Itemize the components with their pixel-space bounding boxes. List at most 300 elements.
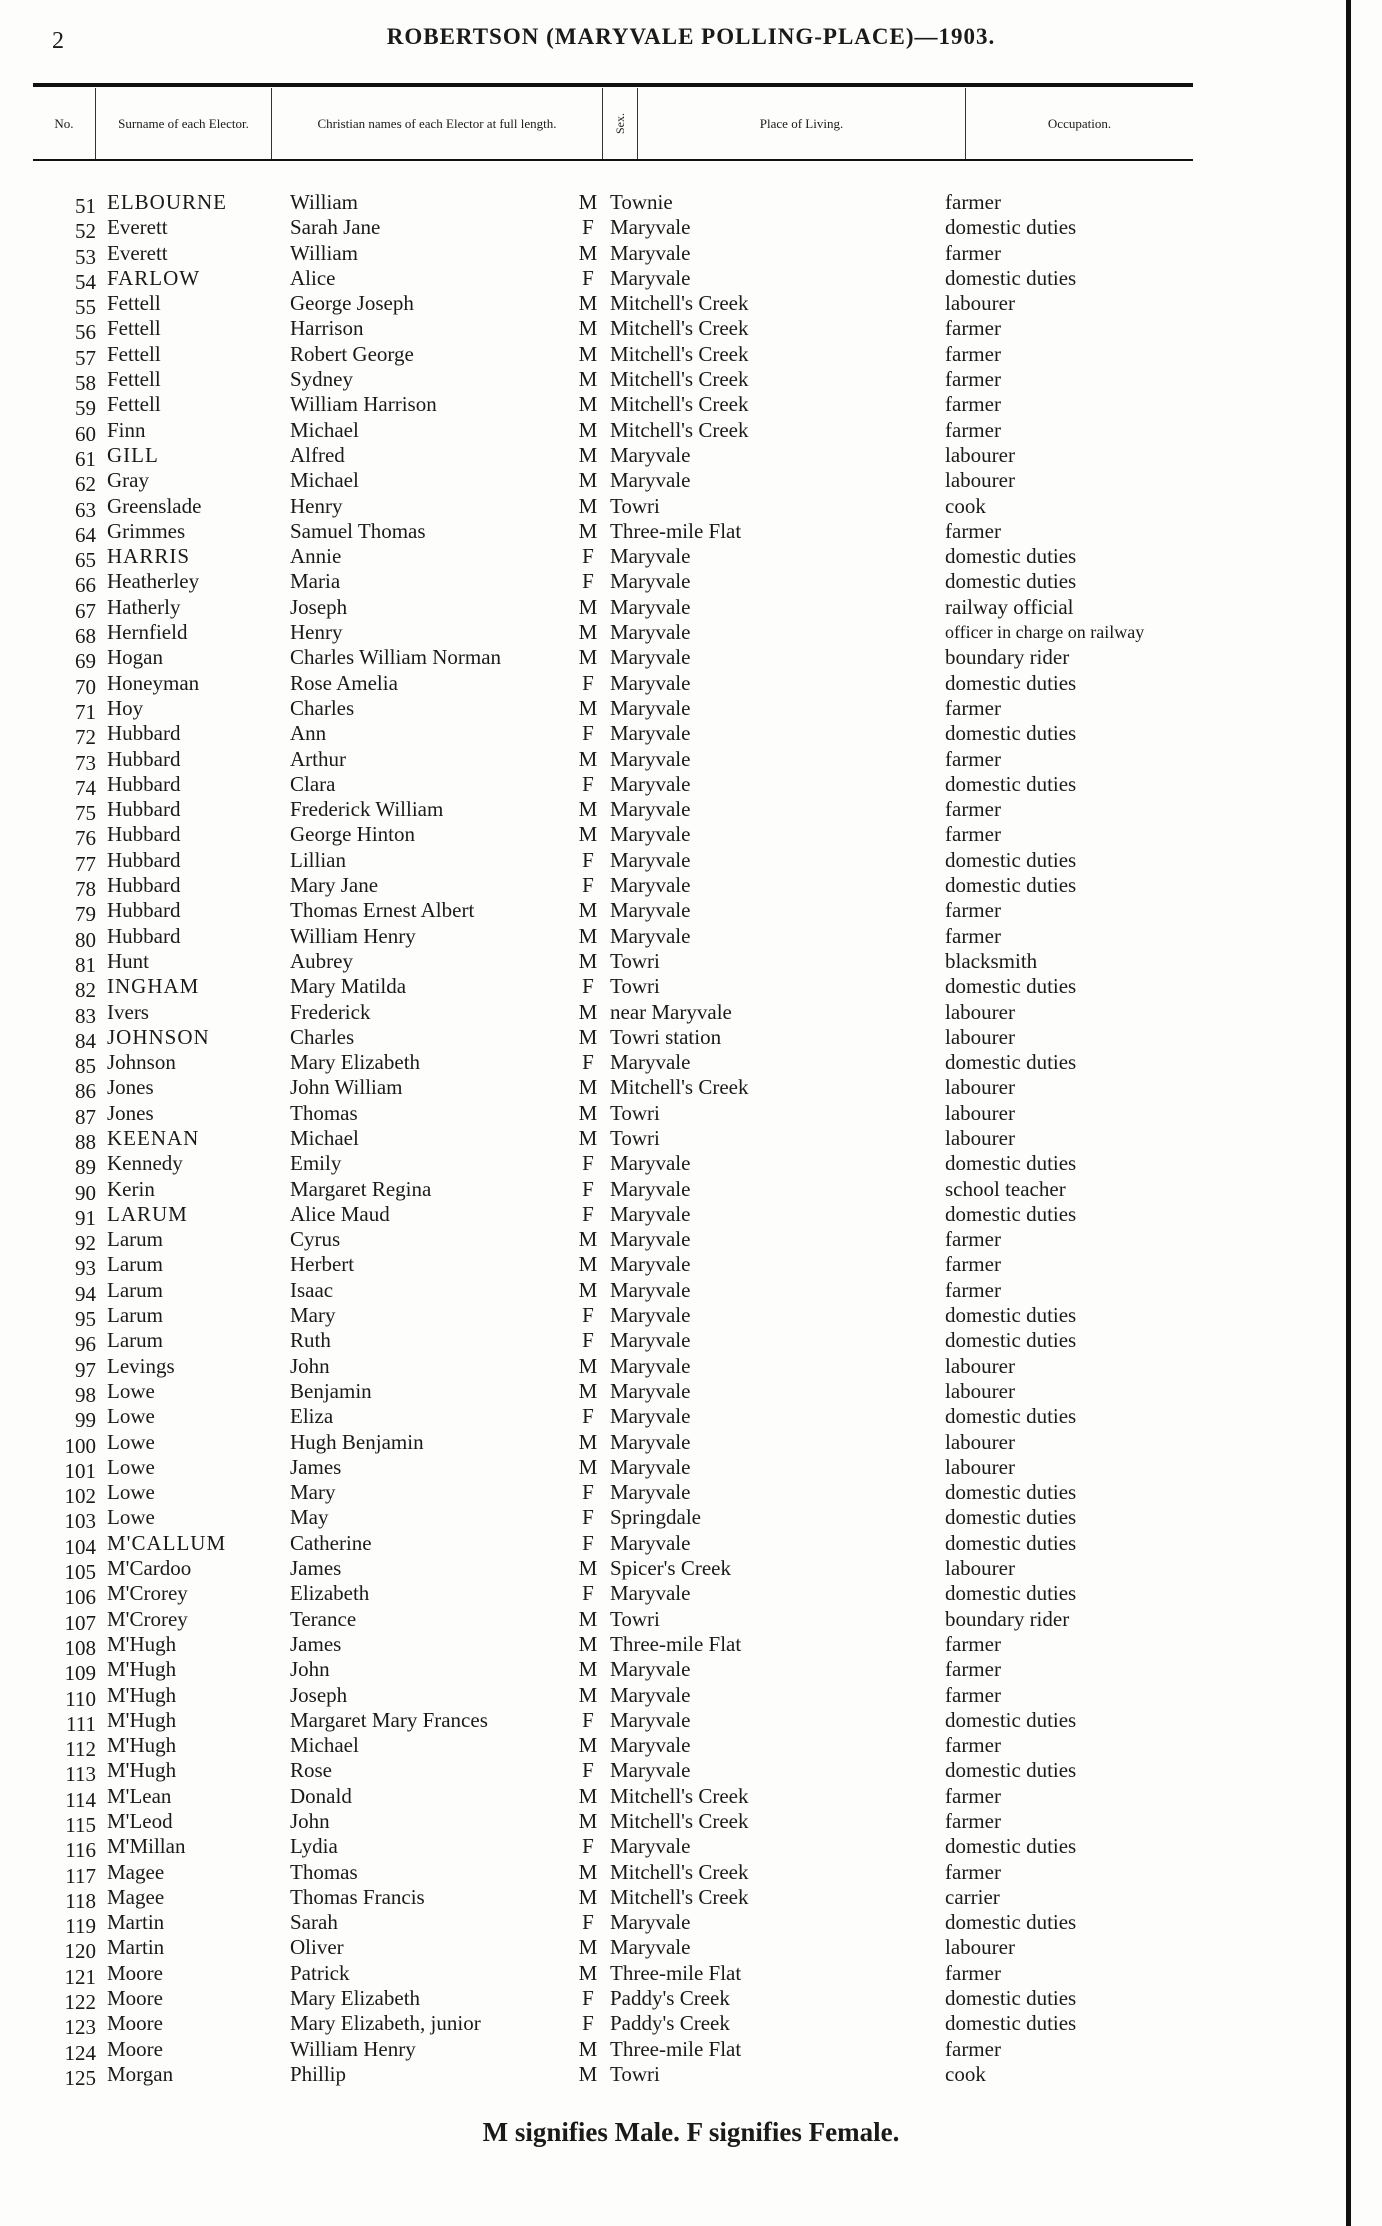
row-occupation: domestic duties	[945, 544, 1077, 569]
row-place: Maryvale	[610, 544, 691, 569]
row-number: 62	[75, 472, 96, 497]
table-row	[0, 645, 1346, 674]
row-number: 112	[65, 1737, 96, 1762]
row-place: Spicer's Creek	[610, 1556, 731, 1581]
row-surname: Everett	[107, 240, 168, 265]
elector-list	[0, 190, 1346, 2090]
row-place: Towri	[610, 1606, 660, 1631]
table-row	[0, 1024, 1346, 1053]
row-christian-names: Eliza	[290, 1404, 334, 1429]
row-christian-names: Phillip	[290, 2061, 347, 2086]
row-number: 82	[75, 978, 96, 1003]
table-row	[0, 1556, 1346, 1585]
row-christian-names: Charles	[290, 695, 355, 720]
row-sex: M	[578, 695, 598, 720]
row-occupation: domestic duties	[945, 1758, 1077, 1783]
row-surname: Fettell	[107, 367, 161, 392]
row-christian-names: Michael	[290, 468, 359, 493]
row-place: Towri	[610, 1125, 660, 1150]
row-surname: Moore	[107, 2036, 163, 2061]
row-sex: F	[582, 1303, 594, 1328]
row-christian-names: Mary	[290, 1480, 336, 1505]
row-place: Maryvale	[610, 1429, 691, 1454]
row-christian-names: Annie	[290, 544, 342, 569]
row-christian-names: Ruth	[290, 1328, 331, 1353]
row-number: 100	[64, 1433, 96, 1458]
row-christian-names: James	[290, 1631, 342, 1656]
row-place: Maryvale	[610, 265, 691, 290]
row-number: 64	[75, 522, 96, 547]
row-christian-names: Michael	[290, 1125, 359, 1150]
table-row	[0, 1783, 1346, 1812]
table-row	[0, 1707, 1346, 1736]
row-number: 67	[75, 598, 96, 623]
row-sex: M	[578, 1960, 598, 1985]
page-title: ROBERTSON (MARYVALE POLLING-PLACE)—1903.	[386, 24, 996, 49]
table-row	[0, 392, 1346, 421]
row-surname: Hubbard	[107, 822, 181, 847]
row-number: 56	[75, 320, 96, 345]
row-sex: M	[578, 518, 598, 543]
row-number: 73	[75, 750, 96, 775]
row-christian-names: James	[290, 1454, 342, 1479]
row-christian-names: Thomas	[290, 1100, 358, 1125]
table-row	[0, 1809, 1346, 1837]
row-occupation: railway official	[945, 594, 1074, 619]
row-sex: M	[578, 1783, 598, 1808]
row-surname: Jones	[107, 1100, 154, 1125]
row-surname: Ivers	[107, 999, 149, 1024]
row-sex: F	[582, 847, 594, 872]
row-place: Maryvale	[610, 1252, 691, 1277]
row-sex: M	[578, 1859, 598, 1884]
row-christian-names: Thomas Francis	[290, 1884, 425, 1909]
row-christian-names: John	[290, 1353, 330, 1378]
table-row	[0, 1125, 1346, 1154]
row-number: 88	[75, 1129, 96, 1154]
row-surname: Magee	[107, 1884, 165, 1909]
row-sex: M	[578, 645, 598, 670]
row-number: 92	[75, 1231, 96, 1256]
row-surname: GILL	[107, 442, 159, 467]
row-surname: Lowe	[107, 1505, 155, 1530]
page-number: 2	[52, 28, 64, 54]
row-christian-names: Samuel Thomas	[290, 518, 426, 543]
row-christian-names: Mary Matilda	[290, 974, 407, 999]
table-row	[0, 822, 1346, 851]
row-place: Mitchell's Creek	[610, 341, 749, 366]
row-surname: Hogan	[107, 645, 163, 670]
row-number: 109	[64, 1661, 96, 1686]
row-number: 123	[64, 2015, 96, 2040]
row-number: 53	[75, 244, 96, 269]
row-sex: F	[582, 1328, 594, 1353]
row-surname: M'Hugh	[107, 1631, 177, 1656]
row-number: 70	[75, 674, 96, 699]
row-occupation: domestic duties	[945, 974, 1077, 999]
row-place: Maryvale	[610, 898, 691, 923]
row-occupation: domestic duties	[945, 873, 1077, 898]
row-occupation: domestic duties	[945, 1581, 1077, 1606]
row-occupation: farmer	[945, 240, 1001, 265]
row-surname: Hubbard	[107, 771, 181, 796]
row-christian-names: Henry	[290, 620, 343, 645]
row-christian-names: Michael	[290, 1733, 359, 1758]
row-place: Mitchell's Creek	[610, 367, 749, 392]
row-number: 110	[65, 1686, 96, 1711]
row-number: 61	[75, 446, 96, 471]
table-row	[0, 847, 1346, 876]
row-christian-names: Margaret Mary Frances	[290, 1707, 488, 1732]
table-row	[0, 1100, 1346, 1129]
row-place: Maryvale	[610, 721, 691, 746]
table-row	[0, 695, 1346, 724]
row-christian-names: William	[290, 190, 358, 214]
row-place: Maryvale	[610, 873, 691, 898]
row-surname: M'Leod	[107, 1809, 173, 1833]
row-surname: Larum	[107, 1277, 163, 1302]
row-surname: Finn	[107, 417, 146, 442]
row-sex: M	[578, 1733, 598, 1758]
row-place: Maryvale	[610, 771, 691, 796]
row-number: 99	[75, 1408, 96, 1433]
row-surname: Hubbard	[107, 746, 181, 771]
row-number: 80	[75, 927, 96, 952]
row-number: 77	[75, 851, 96, 876]
row-occupation: domestic duties	[945, 1480, 1077, 1505]
row-occupation: domestic duties	[945, 1505, 1077, 1530]
row-sex: F	[582, 1176, 594, 1201]
table-row	[0, 1682, 1346, 1711]
row-place: Three-mile Flat	[610, 1631, 742, 1656]
row-christian-names: Hugh Benjamin	[290, 1429, 424, 1454]
row-place: Maryvale	[610, 645, 691, 670]
row-christian-names: Alice Maud	[290, 1201, 390, 1226]
row-sex: F	[582, 1480, 594, 1505]
row-occupation: domestic duties	[945, 1050, 1077, 1075]
row-occupation: domestic duties	[945, 1328, 1077, 1353]
table-top-rule	[33, 83, 1193, 87]
row-occupation: farmer	[945, 1783, 1001, 1808]
row-number: 101	[64, 1458, 96, 1483]
row-place: Maryvale	[610, 1834, 691, 1859]
header-surname: Surname of each Elector.	[95, 88, 271, 159]
row-occupation: carrier	[945, 1884, 1000, 1909]
row-number: 51	[75, 194, 96, 218]
row-christian-names: Thomas	[290, 1859, 358, 1884]
row-surname: Hubbard	[107, 898, 181, 923]
row-number: 72	[75, 725, 96, 750]
row-number: 114	[65, 1787, 96, 1812]
row-sex: M	[578, 1252, 598, 1277]
table-row	[0, 1657, 1346, 1686]
row-number: 55	[75, 295, 96, 320]
row-christian-names: Frederick	[290, 999, 371, 1024]
table-row	[0, 1631, 1346, 1660]
table-row	[0, 974, 1346, 1003]
row-place: Mitchell's Creek	[610, 1884, 749, 1909]
row-sex: F	[582, 1151, 594, 1176]
row-christian-names: Joseph	[290, 1682, 348, 1707]
row-number: 117	[65, 1863, 96, 1888]
table-row	[0, 1328, 1346, 1357]
table-row	[0, 1050, 1346, 1079]
row-occupation: domestic duties	[945, 1986, 1077, 2011]
row-christian-names: George Joseph	[290, 291, 414, 316]
row-number: 79	[75, 902, 96, 927]
row-christian-names: Mary Jane	[290, 873, 379, 898]
row-place: Maryvale	[610, 1151, 691, 1176]
row-place: Maryvale	[610, 1581, 691, 1606]
row-number: 113	[65, 1762, 96, 1787]
row-occupation: domestic duties	[945, 1303, 1077, 1328]
row-sex: F	[582, 873, 594, 898]
row-surname: Johnson	[107, 1050, 176, 1075]
table-row	[0, 569, 1346, 598]
row-place: Maryvale	[610, 1733, 691, 1758]
row-surname: Hernfield	[107, 620, 188, 645]
row-surname: ELBOURNE	[107, 190, 227, 214]
row-number: 83	[75, 1003, 96, 1028]
row-christian-names: Alice	[290, 265, 336, 290]
row-sex: M	[578, 392, 598, 417]
row-christian-names: Catherine	[290, 1530, 372, 1555]
row-number: 60	[75, 421, 96, 446]
row-number: 86	[75, 1079, 96, 1104]
row-place: Maryvale	[610, 1682, 691, 1707]
row-number: 121	[64, 1964, 96, 1989]
row-christian-names: John William	[290, 1075, 403, 1100]
row-surname: M'Hugh	[107, 1657, 177, 1682]
row-surname: M'Hugh	[107, 1707, 177, 1732]
row-christian-names: Robert George	[290, 341, 414, 366]
row-sex: M	[578, 1631, 598, 1656]
row-surname: Honeyman	[107, 670, 200, 695]
row-occupation: farmer	[945, 392, 1001, 417]
row-sex: F	[582, 1505, 594, 1530]
row-place: Maryvale	[610, 1404, 691, 1429]
row-place: Mitchell's Creek	[610, 1783, 749, 1808]
table-row	[0, 291, 1346, 320]
row-christian-names: William	[290, 240, 358, 265]
table-row	[0, 1227, 1346, 1256]
row-number: 71	[75, 699, 96, 724]
row-sex: M	[578, 1429, 598, 1454]
row-place: Three-mile Flat	[610, 1960, 742, 1985]
table-row	[0, 316, 1346, 345]
row-surname: Hubbard	[107, 847, 181, 872]
table-row	[0, 2011, 1346, 2040]
table-row	[0, 1733, 1346, 1762]
row-sex: F	[582, 569, 594, 594]
row-surname: Heatherley	[107, 569, 200, 594]
table-row	[0, 721, 1346, 750]
row-number: 95	[75, 1307, 96, 1332]
row-christian-names: Mary Elizabeth	[290, 1986, 421, 2011]
row-occupation: boundary rider	[945, 645, 1070, 670]
table-row	[0, 1454, 1346, 1483]
row-sex: M	[578, 468, 598, 493]
row-place: Maryvale	[610, 1201, 691, 1226]
row-sex: M	[578, 822, 598, 847]
row-sex: F	[582, 721, 594, 746]
row-place: Maryvale	[610, 1657, 691, 1682]
row-sex: M	[578, 923, 598, 948]
table-row	[0, 1910, 1346, 1939]
row-surname: Gray	[107, 468, 149, 493]
table-header	[33, 88, 1193, 159]
row-sex: M	[578, 1100, 598, 1125]
table-row	[0, 341, 1346, 370]
row-number: 93	[75, 1256, 96, 1281]
row-surname: Morgan	[107, 2061, 174, 2086]
row-place: Maryvale	[610, 1910, 691, 1935]
row-occupation: farmer	[945, 746, 1001, 771]
row-occupation: farmer	[945, 190, 1001, 214]
row-number: 75	[75, 801, 96, 826]
row-sex: M	[578, 291, 598, 316]
row-sex: M	[578, 1884, 598, 1909]
row-occupation: farmer	[945, 1682, 1001, 1707]
row-number: 97	[75, 1357, 96, 1382]
row-number: 119	[65, 1914, 96, 1939]
row-occupation: domestic duties	[945, 1151, 1077, 1176]
row-surname: Kennedy	[107, 1151, 183, 1176]
row-place: Maryvale	[610, 797, 691, 822]
row-surname: Hatherly	[107, 594, 181, 619]
row-sex: M	[578, 1606, 598, 1631]
row-place: Mitchell's Creek	[610, 417, 749, 442]
row-sex: M	[578, 1125, 598, 1150]
row-occupation: farmer	[945, 1657, 1001, 1682]
row-christian-names: Alfred	[290, 442, 345, 467]
row-place: Maryvale	[610, 620, 691, 645]
row-occupation: blacksmith	[945, 948, 1038, 973]
row-christian-names: Michael	[290, 417, 359, 442]
row-christian-names: Rose	[290, 1758, 332, 1783]
row-occupation: labourer	[945, 1100, 1015, 1125]
row-christian-names: Mary	[290, 1303, 336, 1328]
row-occupation: domestic duties	[945, 569, 1077, 594]
table-row	[0, 215, 1346, 244]
row-christian-names: Cyrus	[290, 1227, 341, 1252]
row-occupation: farmer	[945, 417, 1001, 442]
row-christian-names: Patrick	[290, 1960, 350, 1985]
header-sex	[602, 88, 637, 159]
table-row	[0, 1606, 1346, 1635]
row-sex: M	[578, 898, 598, 923]
row-number: 52	[75, 219, 96, 244]
row-christian-names: Lydia	[290, 1834, 338, 1859]
table-row	[0, 797, 1346, 826]
row-occupation: farmer	[945, 1859, 1001, 1884]
row-place: Springdale	[610, 1505, 701, 1530]
row-surname: Kerin	[107, 1176, 155, 1201]
row-sex: F	[582, 1530, 594, 1555]
table-row	[0, 898, 1346, 927]
row-surname: Larum	[107, 1252, 163, 1277]
row-occupation: farmer	[945, 518, 1001, 543]
row-surname: M'Cardoo	[107, 1556, 192, 1581]
row-number: 68	[75, 624, 96, 649]
row-number: 116	[65, 1838, 96, 1863]
row-christian-names: Margaret Regina	[290, 1176, 432, 1201]
row-occupation: domestic duties	[945, 670, 1077, 695]
row-surname: JOHNSON	[107, 1024, 210, 1049]
row-surname: M'Hugh	[107, 1758, 177, 1783]
row-sex: F	[582, 544, 594, 569]
row-christian-names: Charles	[290, 1024, 355, 1049]
table-row	[0, 265, 1346, 294]
row-number: 78	[75, 877, 96, 902]
table-row	[0, 367, 1346, 396]
table-row	[0, 1530, 1346, 1559]
table-row	[0, 1480, 1346, 1509]
row-place: Maryvale	[610, 594, 691, 619]
row-surname: Fettell	[107, 341, 161, 366]
table-row	[0, 1303, 1346, 1332]
row-sex: M	[578, 1935, 598, 1960]
row-surname: M'Hugh	[107, 1682, 177, 1707]
row-sex: M	[578, 1454, 598, 1479]
row-number: 122	[64, 1990, 96, 2015]
row-christian-names: Thomas Ernest Albert	[290, 898, 475, 923]
row-occupation: domestic duties	[945, 1834, 1077, 1859]
row-surname: INGHAM	[107, 974, 200, 999]
row-sex: F	[582, 215, 594, 240]
row-place: Maryvale	[610, 1454, 691, 1479]
table-row	[0, 620, 1346, 649]
row-occupation: labourer	[945, 442, 1015, 467]
table-row	[0, 1884, 1346, 1913]
row-place: Maryvale	[610, 1378, 691, 1403]
row-occupation: farmer	[945, 1960, 1001, 1985]
row-sex: F	[582, 974, 594, 999]
table-row	[0, 1834, 1346, 1863]
row-place: Maryvale	[610, 215, 691, 240]
row-christian-names: William Harrison	[290, 392, 437, 417]
row-sex: F	[582, 1910, 594, 1935]
table-row	[0, 1986, 1346, 2015]
row-occupation: labourer	[945, 1353, 1015, 1378]
row-place: Maryvale	[610, 1328, 691, 1353]
table-row	[0, 1404, 1346, 1433]
row-number: 65	[75, 548, 96, 573]
table-row	[0, 1252, 1346, 1281]
row-occupation: domestic duties	[945, 1404, 1077, 1429]
row-surname: Fettell	[107, 392, 161, 417]
table-row	[0, 771, 1346, 800]
row-christian-names: Benjamin	[290, 1378, 372, 1403]
row-occupation: labourer	[945, 1935, 1015, 1960]
table-row	[0, 493, 1346, 522]
row-sex: M	[578, 1227, 598, 1252]
row-sex: M	[578, 1682, 598, 1707]
row-number: 108	[64, 1635, 96, 1660]
table-row	[0, 594, 1346, 623]
row-place: Maryvale	[610, 923, 691, 948]
row-surname: HARRIS	[107, 544, 191, 569]
row-occupation: labourer	[945, 1075, 1015, 1100]
row-christian-names: Sydney	[290, 367, 353, 392]
legend-footer: M signifies Male. F signifies Female.	[482, 2117, 900, 2147]
row-place: Towri station	[610, 1024, 722, 1049]
row-christian-names: Donald	[290, 1783, 352, 1808]
row-christian-names: Mary Elizabeth, junior	[290, 2011, 481, 2036]
header-no: No.	[54, 116, 74, 131]
row-number: 104	[64, 1534, 96, 1559]
row-occupation: domestic duties	[945, 721, 1077, 746]
